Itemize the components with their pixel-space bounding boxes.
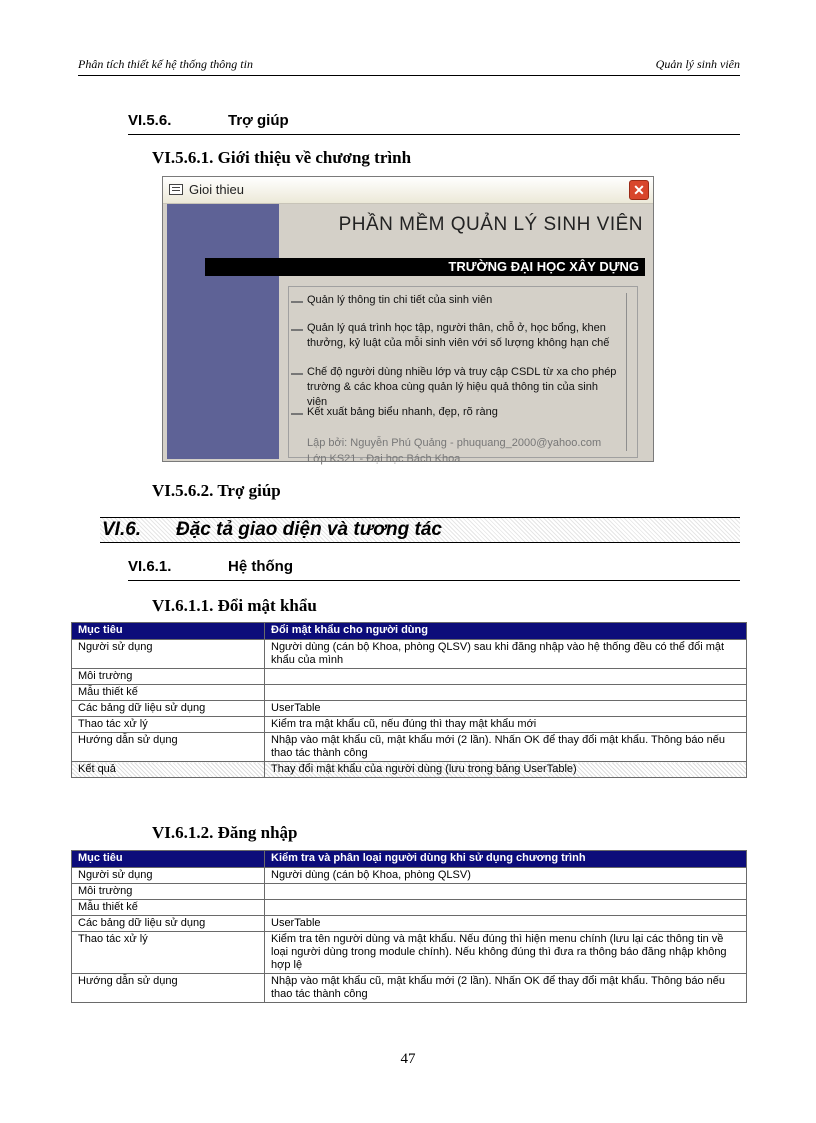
row-value: [265, 685, 747, 701]
table-row: [72, 733, 747, 762]
table-header-row: [72, 623, 747, 640]
heading-vi-6-1-2: VI.6.1.2. Đăng nhập: [152, 823, 298, 842]
row-label: Các bảng dữ liệu sử dụng: [72, 701, 265, 717]
row-label: Mẫu thiết kế: [72, 685, 265, 701]
row-label: Hướng dẫn sử dụng: [72, 733, 265, 762]
heading-number: VI.5.6.: [128, 112, 172, 129]
bullet-icon: [291, 301, 303, 303]
running-header-right: Quản lý sinh viên: [655, 57, 740, 71]
row-label: Các bảng dữ liệu sử dụng: [72, 916, 265, 932]
credit-class: Lớp KS21 - Đại học Bách Khoa: [307, 453, 461, 465]
header-cell: Mục tiêu: [72, 623, 265, 640]
heading-number: VI.6.: [102, 519, 142, 540]
table-row: [72, 669, 747, 685]
table-row: [72, 717, 747, 733]
heading-text: Trợ giúp: [228, 112, 289, 129]
subtitle-bar: [205, 258, 645, 276]
row-value: Thay đổi mật khẩu của người dùng (lưu trong bảng UserTable): [265, 762, 747, 778]
row-label: Kết quả: [72, 762, 265, 778]
table-row: [72, 900, 747, 916]
row-label: Người sử dụng: [72, 868, 265, 884]
running-header: [78, 55, 740, 76]
row-value: Kiểm tra tên người dùng và mật khẩu. Nếu đúng thì hiện menu chính (lưu lại các thông tin về loại người dùng trong module chính). Nếu không đúng thì đưa ra thông báo đăng nhập không hợp lệ: [265, 932, 747, 974]
heading-vi-6: [100, 517, 740, 543]
row-value: Kiểm tra mật khẩu cũ, nếu đúng thì thay mật khẩu mới: [265, 717, 747, 733]
table-row: [72, 640, 747, 669]
table-row: [72, 916, 747, 932]
spec-table-login: [71, 850, 747, 1003]
table-row: [72, 884, 747, 900]
table-row: [72, 701, 747, 717]
window-client: [167, 204, 649, 465]
heading-text: Hệ thống: [228, 558, 293, 575]
heading-vi-5-6-1: VI.5.6.1. Giới thiệu về chương trình: [152, 148, 412, 167]
table-row: [72, 974, 747, 1003]
row-label: Người sử dụng: [72, 640, 265, 669]
row-value: UserTable: [265, 916, 747, 932]
row-value: [265, 900, 747, 916]
heading-number: VI.6.1.: [128, 558, 172, 575]
form-icon: [169, 184, 183, 195]
page-number: 47: [400, 1051, 416, 1067]
header-cell: Kiểm tra và phân loại người dùng khi sử dụng chương trình: [265, 851, 747, 868]
running-header-left: Phân tích thiết kế hệ thống thông tin: [78, 57, 253, 71]
row-label: Mẫu thiết kế: [72, 900, 265, 916]
row-value: [265, 669, 747, 685]
subtitle: TRƯỜNG ĐẠI HỌC XÂY DỰNG: [448, 259, 639, 274]
row-value: Người dùng (cán bộ Khoa, phòng QLSV): [265, 868, 747, 884]
heading-text: Đặc tả giao diện và tương tác: [176, 519, 442, 540]
scroll-track[interactable]: [626, 293, 627, 451]
feature-item: Quản lý thông tin chi tiết của sinh viên: [307, 294, 493, 306]
window-title: Gioi thieu: [189, 182, 244, 197]
close-icon[interactable]: ✕: [629, 180, 649, 200]
heading-vi-5-6-2: VI.5.6.2. Trợ giúp: [152, 481, 281, 500]
row-value: Người dùng (cán bộ Khoa, phòng QLSV) sau khi đăng nhập vào hệ thống đều có thể đổi mật khẩu của mình: [265, 640, 747, 669]
table-row: [72, 868, 747, 884]
app-title: PHẦN MỀM QUẢN LÝ SINH VIÊN: [338, 214, 643, 235]
row-label: Môi trường: [72, 884, 265, 900]
side-panel: [167, 204, 279, 459]
row-label: Thao tác xử lý: [72, 717, 265, 733]
row-label: Hướng dẫn sử dụng: [72, 974, 265, 1003]
about-window-screenshot: [162, 176, 654, 465]
row-value: UserTable: [265, 701, 747, 717]
row-label: Thao tác xử lý: [72, 932, 265, 974]
heading-vi-5-6: [128, 112, 740, 135]
header-cell: Mục tiêu: [72, 851, 265, 868]
row-value: [265, 884, 747, 900]
credit-author: Lập bởi: Nguyễn Phú Quảng - phuquang_2000@yahoo.com: [307, 437, 602, 449]
row-label: Môi trường: [72, 669, 265, 685]
feature-item: Quản lý quá trình học tập, người thân, chỗ ở, học bổng, khen thưởng, kỷ luật của mỗi sinh viên với số lượng không hạn chế: [307, 322, 610, 349]
table-row: [72, 762, 747, 778]
bullet-icon: [291, 413, 303, 415]
feature-item: Kết xuất bảng biểu nhanh, đẹp, rõ ràng: [307, 406, 498, 418]
heading-vi-6-1: [128, 558, 740, 581]
row-value: Nhập vào mật khẩu cũ, mật khẩu mới (2 lần). Nhấn OK để thay đổi mật khẩu. Thông báo nếu thao tác thành công: [265, 733, 747, 762]
table-header-row: [72, 851, 747, 868]
window-titlebar: [163, 177, 653, 204]
feature-box: [288, 286, 638, 465]
feature-item: Chế độ người dùng nhiều lớp và truy cập CSDL từ xa cho phép trường & các khoa cùng quản lý hiệu quả thông tin của sinh viên: [307, 366, 617, 408]
header-cell: Đổi mật khẩu cho người dùng: [265, 623, 747, 640]
row-value: Nhập vào mật khẩu cũ, mật khẩu mới (2 lần). Nhấn OK để thay đổi mật khẩu. Thông báo nếu thao tác thành công: [265, 974, 747, 1003]
table-row: [72, 685, 747, 701]
table-row: [72, 932, 747, 974]
bullet-icon: [291, 373, 303, 375]
heading-vi-6-1-1: VI.6.1.1. Đổi mật khẩu: [152, 596, 317, 615]
bullet-icon: [291, 329, 303, 331]
spec-table-change-password: [71, 622, 747, 778]
